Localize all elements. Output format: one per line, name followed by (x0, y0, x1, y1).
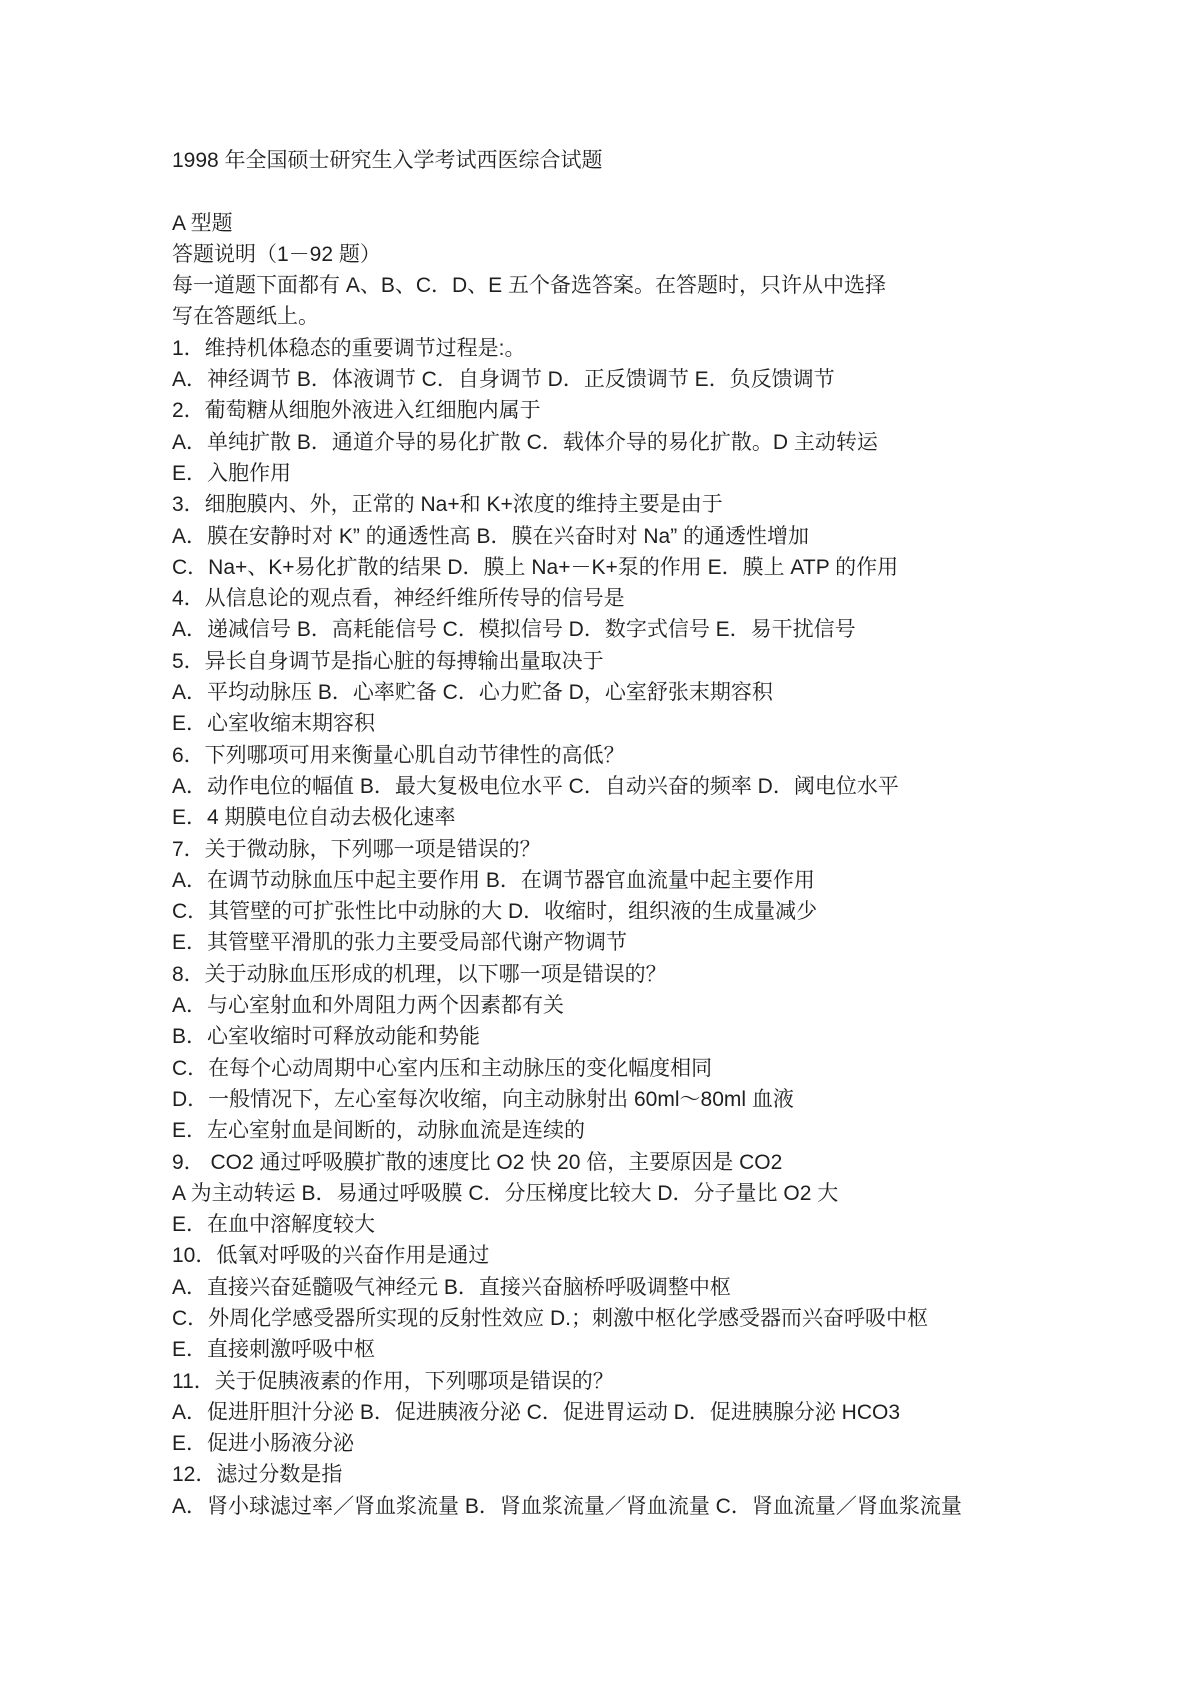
section-type-heading: A 型题 (172, 211, 233, 235)
question-5-line-2: A．平均动脉压 B．心率贮备 C．心力贮备 D，心室舒张末期容积 (172, 681, 773, 705)
question-2-line-3: E．入胞作用 (172, 461, 292, 485)
question-10-line-2: A．直接兴奋延髓吸气神经元 B．直接兴奋脑桥呼吸调整中枢 (172, 1275, 731, 1299)
instruction-line-1: 每一道题下面都有 A、B、C．D、E 五个备选答案。在答题时，只许从中选择 (172, 274, 887, 298)
question-9-line-2: A 为主动转运 B．易通过呼吸膜 C．分压梯度比较大 D．分子量比 O2 大 (172, 1181, 839, 1205)
question-10-line-1: 10．低氧对呼吸的兴奋作用是通过 (172, 1244, 490, 1268)
answer-instructions-heading: 答题说明（1－92 题） (172, 242, 381, 266)
question-3-line-3: C．Na+、K+易化扩散的结果 D．膜上 Na+－K+泵的作用 E．膜上 ATP 的作用 (172, 555, 899, 579)
question-5-line-1: 5．异长自身调节是指心脏的每搏输出量取决于 (172, 649, 604, 673)
document-title: 1998 年全国硕士研究生入学考试西医综合试题 (172, 149, 603, 172)
question-8-line-1: 8．关于动脉血压形成的机理，以下哪一项是错误的？ (172, 962, 667, 986)
question-7-line-2: A．在调节动脉血压中起主要作用 B．在调节器官血流量中起主要作用 (172, 868, 815, 892)
question-11-line-3: E．促进小肠液分泌 (172, 1432, 355, 1456)
question-7-line-4: E．其管壁平滑肌的张力主要受局部代谢产物调节 (172, 931, 628, 955)
question-1-line-1: 1．维持机体稳态的重要调节过程是:。 (172, 336, 526, 360)
question-7-line-1: 7．关于微动脉，下列哪一项是错误的？ (172, 837, 541, 861)
question-9-line-1: 9． CO2 通过呼吸膜扩散的速度比 O2 快 20 倍，主要原因是 CO2 (172, 1150, 783, 1174)
question-8-line-6: E．左心室射血是间断的，动脉血流是连续的 (172, 1119, 586, 1143)
question-3-line-2: A．膜在安静时对 K” 的通透性高 B．膜在兴奋时对 Na” 的通透性增加 (172, 524, 810, 548)
question-8-line-3: B．心室收缩时可释放动能和势能 (172, 1025, 481, 1049)
question-12-line-1: 12．滤过分数是指 (172, 1463, 343, 1487)
question-11-line-1: 11．关于促胰液素的作用，下列哪项是错误的？ (172, 1369, 614, 1393)
question-2-line-1: 2．葡萄糖从细胞外液进入红细胞内属于 (172, 399, 541, 423)
question-12-line-2: A．肾小球滤过率／肾血浆流量 B．肾血浆流量／肾血流量 C．肾血流量／肾血浆流量 (172, 1494, 962, 1518)
questions-list (172, 333, 1080, 1522)
question-8-line-4: C．在每个心动周期中心室内压和主动脉压的变化幅度相同 (172, 1056, 713, 1080)
question-10-line-4: E．直接刺激呼吸中枢 (172, 1338, 376, 1362)
question-11-line-2: A．促进肝胆汁分泌 B．促进胰液分泌 C．促进胃运动 D．促进胰腺分泌 HCO3 (172, 1400, 901, 1424)
question-2-line-2: A．单纯扩散 B．通道介导的易化扩散 C．载体介导的易化扩散。D 主动转运 (172, 430, 878, 454)
question-10-line-3: C．外周化学感受器所实现的反射性效应 D.；刺激中枢化学感受器而兴奋呼吸中枢 (172, 1306, 928, 1330)
question-7-line-3: C．其管壁的可扩张性比中动脉的大 D．收缩时，组织液的生成量减少 (172, 900, 818, 924)
question-5-line-3: E．心室收缩末期容积 (172, 712, 376, 736)
question-6-line-3: E．4 期膜电位自动去极化速率 (172, 806, 456, 830)
question-8-line-2: A．与心室射血和外周阻力两个因素都有关 (172, 994, 565, 1018)
question-6-line-1: 6．下列哪项可用来衡量心肌自动节律性的高低？ (172, 743, 625, 767)
question-4-line-1: 4．从信息论的观点看，神经纤维所传导的信号是 (172, 587, 625, 611)
blank-line (172, 176, 1080, 207)
question-4-line-2: A．递减信号 B．高耗能信号 C．模拟信号 D．数字式信号 E．易干扰信号 (172, 618, 856, 642)
instruction-line-2: 写在答题纸上。 (172, 305, 319, 329)
question-8-line-5: D．一般情况下，左心室每次收缩，向主动脉射出 60ml～80ml 血液 (172, 1087, 794, 1111)
question-1-line-2: A．神经调节 B．体液调节 C．自身调节 D．正反馈调节 E．负反馈调节 (172, 368, 835, 392)
question-3-line-1: 3．细胞膜内、外，正常的 Na+和 K+浓度的维持主要是由于 (172, 493, 723, 517)
question-6-line-2: A．动作电位的幅值 B．最大复极电位水平 C．自动兴奋的频率 D．阈电位水平 (172, 774, 899, 798)
question-9-line-3: E．在血中溶解度较大 (172, 1213, 376, 1237)
